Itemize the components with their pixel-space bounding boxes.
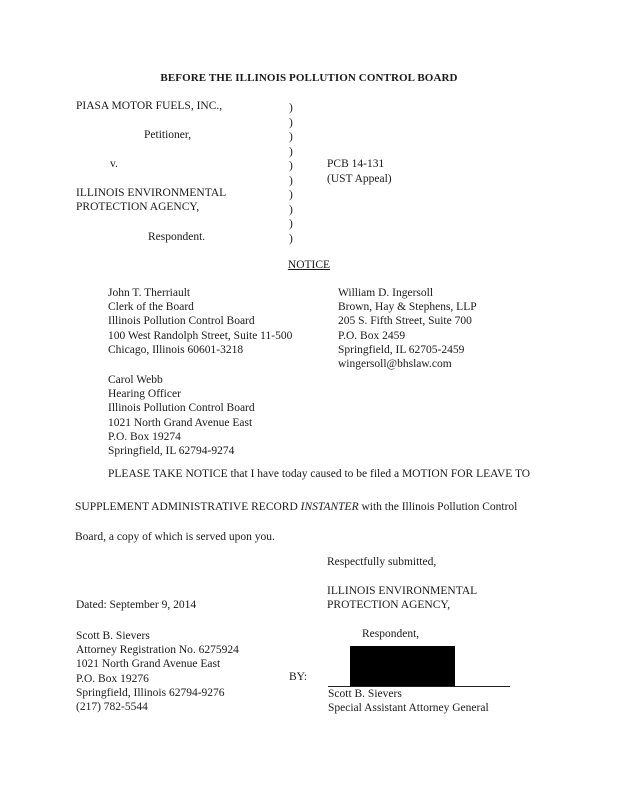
recipient-clerk — [108, 286, 292, 357]
address-line: John T. Therriault — [108, 287, 191, 299]
paren: ) — [289, 145, 293, 158]
respectfully-submitted: Respectfully submitted, — [327, 556, 437, 568]
address-line: Springfield, IL 62794-9274 — [108, 445, 235, 458]
attorney-block — [76, 629, 239, 714]
notice-body-line-3: Board, a copy of which is served upon you. — [75, 531, 275, 543]
attorney-line: 1021 North Grand Avenue East — [76, 658, 221, 671]
case-type: (UST Appeal) — [327, 173, 392, 185]
redacted-signature — [350, 646, 455, 687]
address-line: Hearing Officer — [108, 388, 181, 401]
email-address: wingersoll@bhslaw.com — [338, 358, 452, 371]
case-number: PCB 14-131 — [327, 158, 385, 170]
respondent-line-1: ILLINOIS ENVIRONMENTAL — [76, 187, 227, 199]
caption-parentheses — [289, 101, 293, 246]
paren: ) — [289, 102, 293, 114]
address-line: P.O. Box 19274 — [108, 430, 181, 443]
paren: ) — [289, 131, 293, 143]
paren: ) — [289, 189, 293, 201]
agency-line-1: ILLINOIS ENVIRONMENTAL — [327, 585, 478, 597]
address-line: Chicago, Illinois 60601-3218 — [108, 343, 244, 356]
paren: ) — [289, 232, 293, 245]
petitioner-name: PIASA MOTOR FUELS, INC., — [76, 100, 223, 112]
agency-line-2: PROTECTION AGENCY, — [327, 599, 451, 611]
document-title: BEFORE THE ILLINOIS POLLUTION CONTROL BOARD — [160, 72, 458, 84]
attorney-line: Attorney Registration No. 6275924 — [76, 644, 239, 657]
signer-name: Scott B. Sievers — [328, 688, 402, 700]
address-line: Springfield, IL 62705-2459 — [338, 343, 465, 356]
signer-title: Special Assistant Attorney General — [328, 702, 489, 714]
by-label: BY: — [289, 671, 308, 683]
paren: ) — [289, 116, 293, 129]
paren: ) — [289, 218, 293, 230]
recipient-hearing-officer — [108, 373, 255, 458]
address-line: 100 West Randolph Street, Suite 11-500 — [108, 329, 293, 342]
dated-line: Dated: September 9, 2014 — [76, 599, 197, 611]
notice-body-line-1: PLEASE TAKE NOTICE that I have today caused to be filed a MOTION FOR LEAVE TO — [108, 468, 531, 480]
paren: ) — [289, 174, 293, 187]
attorney-line: (217) 782-5544 — [76, 701, 148, 714]
body-text: SUPPLEMENT ADMINISTRATIVE RECORD — [75, 501, 301, 513]
address-line: Clerk of the Board — [108, 301, 194, 314]
instanter-term: INSTANTER — [300, 501, 359, 513]
respondent-role: Respondent. — [148, 231, 206, 243]
address-line: Illinois Pollution Control Board — [108, 315, 255, 328]
attorney-line: Springfield, Illinois 62794-9276 — [76, 686, 225, 699]
recipient-counsel — [338, 286, 477, 371]
respondent-line-2: PROTECTION AGENCY, — [76, 201, 200, 213]
address-line: Brown, Hay & Stephens, LLP — [338, 301, 477, 314]
notice-heading: NOTICE — [287, 259, 331, 271]
attorney-line: P.O. Box 19276 — [76, 672, 149, 685]
address-line: Illinois Pollution Control Board — [108, 402, 255, 415]
address-line: 1021 North Grand Avenue East — [108, 416, 253, 429]
petitioner-role: Petitioner, — [144, 129, 192, 141]
attorney-line: Scott B. Sievers — [76, 630, 150, 642]
notice-body-line-2 — [75, 502, 517, 514]
address-line: William D. Ingersoll — [338, 287, 434, 299]
paren: ) — [289, 203, 293, 216]
respondent-signature-role: Respondent, — [362, 628, 420, 640]
address-line: 205 S. Fifth Street, Suite 700 — [338, 315, 472, 328]
paren: ) — [289, 160, 293, 172]
address-line: P.O. Box 2459 — [338, 329, 406, 342]
address-line: Carol Webb — [108, 374, 163, 386]
signature-line — [328, 686, 510, 687]
body-text: with the Illinois Pollution Control — [358, 501, 518, 513]
versus-label: v. — [110, 158, 118, 170]
